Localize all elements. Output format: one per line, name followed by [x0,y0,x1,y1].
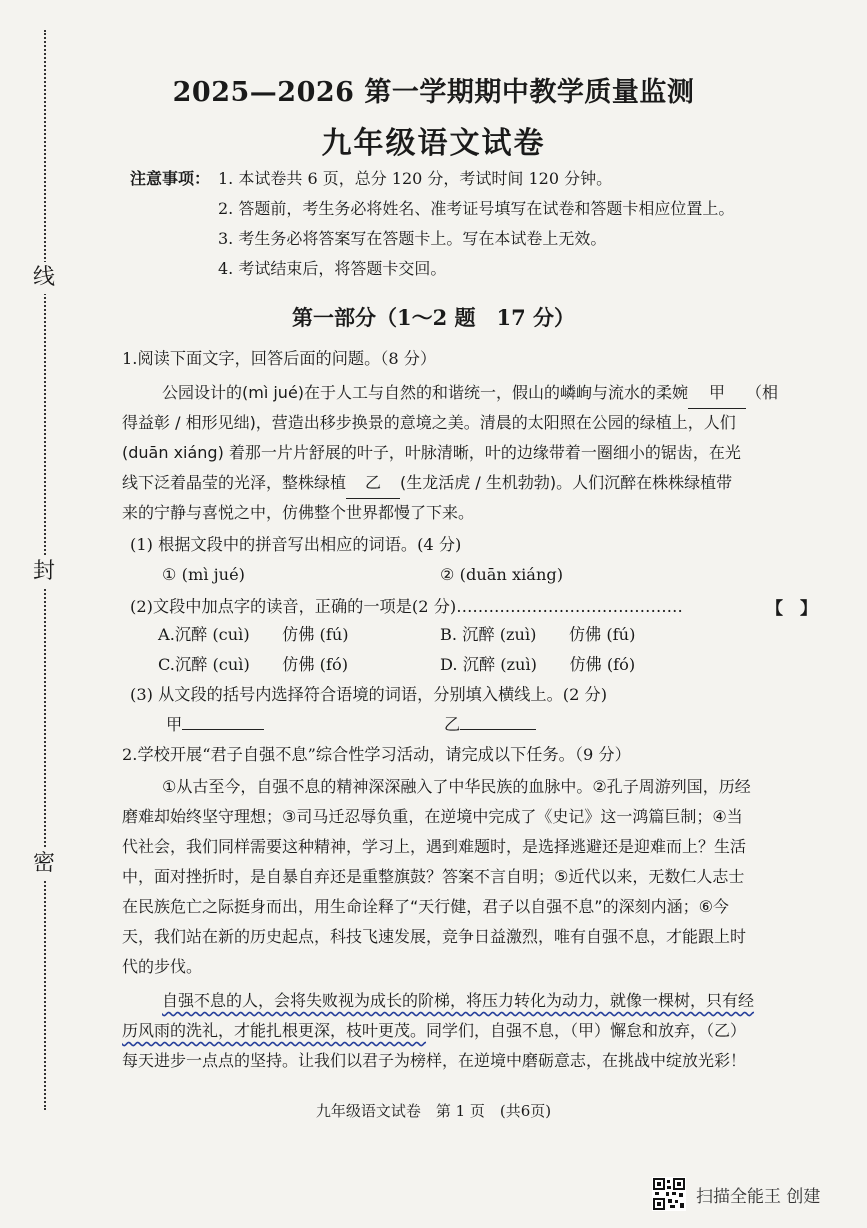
notice-item: 1. 本试卷共 6 页，总分 120 分，考试时间 120 分钟。 [218,169,613,188]
blank-jia: 甲 [688,378,746,409]
exam-title: 2025—2026 第一学期期中教学质量监测 [172,77,695,108]
q2-passage-line: 每天进步一点点的坚持。让我们以君子为榜样，在逆境中磨砺意志，在挑战中绽放光彩！ [122,1051,747,1070]
option-d: D. 沉醉 (zuì) 仿佛 (fó) [440,655,636,674]
notice-item: 4. 考试结束后，将答题卡交回。 [218,259,447,278]
q2-passage-line [162,986,754,1016]
q1-stem: 1.阅读下面文字，回答后面的问题。（8 分） [122,349,437,368]
notice-item: 3. 考生务必将答案写在答题卡上。写在本试卷上无效。 [218,229,607,248]
q1-sub3-stem: (3) 从文段的括号内选择符合语境的词语，分别填入横线上。(2 分) [130,685,608,704]
q2-passage-line: 代的步伐。 [122,957,203,976]
q1-sub2-stem: (2)文段中加点字的读音，正确的一项是(2 分)…………………………………… [130,597,683,616]
binding-char-secret: 密 [28,848,60,880]
page-footer: 九年级语文试卷 第 1 页 (共6页) [315,1102,552,1120]
passage-text: 公园设计的(mì jué)在于人工与自然的和谐统一，假山的嶙峋与流水的柔婉 [162,383,689,402]
q1-sub1-b: ② (duān xiáng) [440,565,564,584]
q2-passage-line: 中，面对挫折时，是自暴自弃还是重整旗鼓？答案不言自明；⑤近代以来，无数仁人志士 [122,867,745,886]
binding-char-seal: 封 [28,556,60,588]
answer-yi-label: 乙 [444,715,461,734]
answer-yi [444,710,536,740]
notice-item: 2. 答题前，考生务必将姓名、准考证号填写在试卷和答题卡相应位置上。 [218,199,735,218]
q1-passage-line: 得益彰 / 相形见绌)，营造出移步换景的意境之美。清晨的太阳照在公园的绿植上，人们 [122,413,736,432]
q2-stem: 2.学校开展“君子自强不息”综合性学习活动，请完成以下任务。（9 分） [122,745,631,764]
q1-passage-line [162,378,778,409]
option-b: B. 沉醉 (zuì) 仿佛 (fú) [440,625,636,644]
passage-text: 线下泛着晶莹的光泽，整株绿植 [122,473,347,492]
scanner-label: 扫描全能王 创建 [696,1186,821,1207]
q2-passage-line: 磨难却始终坚守理想；③司马迁忍辱负重，在逆境中完成了《史记》这一鸿篇巨制；④当 [122,807,743,826]
notice-label: 注意事项： [130,169,211,188]
answer-yi-blank [460,729,536,730]
passage-text: 同学们，自强不息，（甲）懈怠和放弃，（乙） [426,1021,747,1040]
option-a: A.沉醉 (cuì) 仿佛 (fú) [158,625,349,644]
answer-jia [166,710,264,740]
scanner-watermark [652,1176,820,1212]
q1-passage-line: (duān xiáng) 着那一片片舒展的叶子，叶脉清晰，叶的边缘带着一圈细小的锯齿，在光 [122,443,741,462]
underlined-sentence: 自强不息的人，会将失败视为成长的阶梯，将压力转化为动力，就像一棵树，只有经 [162,991,755,1010]
blank-yi: 乙 [346,468,400,499]
qr-code-icon [652,1177,686,1211]
passage-text: （相 [746,383,779,402]
passage-text: (生龙活虎 / 生机勃勃)。人们沉醉在株株绿植带 [400,473,733,492]
q1-passage-line [122,468,732,499]
q1-sub1-stem: (1) 根据文段中的拼音写出相应的词语。(4 分) [130,535,462,554]
answer-jia-blank [182,729,264,730]
option-c: C.沉醉 (cuì) 仿佛 (fó) [158,655,349,674]
binding-char-line: 线 [28,262,60,294]
q2-passage-line: ①从古至今，自强不息的精神深深融入了中华民族的血脉中。②孔子周游列国，历经 [162,777,751,796]
part-title: 第一部分（1～2 题 17 分） [291,305,576,330]
q2-passage-line: 在民族危亡之际挺身而出，用生命诠释了“天行健，君子以自强不息”的深刻内涵；⑥今 [122,897,729,916]
q2-passage-line: 天，我们站在新的历史起点，科技飞速发展，竞争日益激烈，唯有自强不息，才能跟上时 [122,927,747,946]
q1-sub1-a: ① (mì jué) [162,565,245,584]
answer-bracket: 【 】 [766,599,817,619]
q1-passage-line: 来的宁静与喜悦之中，仿佛整个世界都慢了下来。 [122,503,475,522]
q2-passage-line: 代社会，我们同样需要这种精神，学习上，遇到难题时，是选择逃避还是迎难而上？生活 [122,837,747,856]
exam-subtitle: 九年级语文试卷 [321,126,546,161]
answer-jia-label: 甲 [166,715,183,734]
underlined-sentence: 历风雨的洗礼，才能扎根更深，枝叶更茂。 [122,1021,427,1040]
q2-passage-line [122,1016,746,1046]
